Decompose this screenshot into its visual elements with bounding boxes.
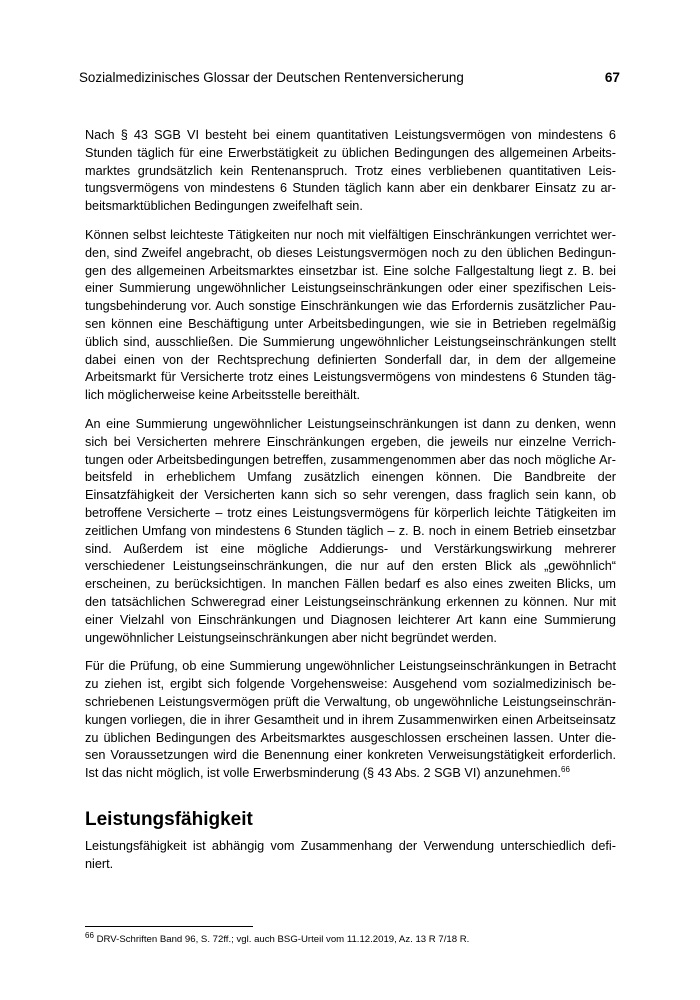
paragraph-4 [85, 658, 616, 783]
page-header [79, 70, 620, 85]
main-text [85, 127, 616, 884]
footnote [85, 930, 616, 946]
footnote-text: DRV-Schriften Band 96, S. 72ff.; vgl. auch BSG-Urteil vom 11.12.2019, Az. 13 R 7/18 R. [93, 934, 470, 945]
footnote-reference[interactable]: 66 [561, 764, 570, 774]
section-heading: Leistungsfähigkeit [85, 808, 253, 830]
paragraph-4-text: Für die Prüfung, ob eine Summierung ungewöhnlicher Leistungseinschränkungen in Betracht zu ziehen ist, ergibt sich folgende Vorgehensweise: Ausgehend vom sozialmedizinisch beschriebenen Leistungsvermögen prüft die Verwaltung, ob ungewöhnliche Leistungseinschränkungen vorliegen, die in ihrer Gesamtheit und in ihrem Zusammenwirken einen Arbeitseinsatz zu üblichen Bedingungen des Arbeitsmarktes ausgeschlossen erscheinen lassen. Unter diesen Voraussetzungen wird die Benennung einer konkreten Verweisungstätigkeit erforderlich. Ist das nicht möglich, ist volle Erwerbsminderung (§ 43 Abs. 2 SGB VI) anzunehmen. [85, 659, 616, 781]
running-title: Sozialmedizinisches Glossar der Deutschen Rentenversicherung [79, 70, 464, 85]
page-number: 67 [604, 70, 620, 85]
section-paragraph: Leistungsfähigkeit ist abhängig vom Zusammenhang der Verwendung unterschiedlich definiert. [85, 838, 616, 871]
paragraph-1: Nach § 43 SGB VI besteht bei einem quantitativen Leistungsvermögen von mindestens 6 Stunden täglich für eine Erwerbstätigkeit zu üblichen Bedingungen des allgemeinen Arbeitsmarktes grundsätzlich kein Rentenanspruch. Trotz eines verbliebenen quantitativen Leistungsvermögens von mindestens 6 Stunden täglich kann aber ein denkbarer Einsatz zu arbeitsmarktüblichen Bedingungen zweifelhaft sein. [85, 128, 616, 214]
paragraph-2: Können selbst leichteste Tätigkeiten nur noch mit vielfältigen Einschränkungen verrichtet werden, sind Zweifel angebracht, ob dieses Leistungsvermögen noch zu den üblichen Bedingungen des allgemeinen Arbeitsmarktes einsetzbar ist. Eine solche Fallgestaltung liegt z. B. bei einer Summierung ungewöhnlicher Leistungseinschränkungen oder einer spezifischen Leistungsbehinderung vor. Auch sonstige Einschränkungen wie das Erfordernis zusätzlicher Pausen können eine Beschäftigung unter Arbeitsbedingungen, wie sie in Betrieben regelmäßig üblich sind, ausschließen. Die Summierung ungewöhnlicher Leistungseinschränkungen stellt dabei einen von der Rechtsprechung definierten Sonderfall dar, in dem der allgemeine Arbeitsmarkt für Versicherte trotz eines Leistungsvermögens von mindestens 6 Stunden täglich möglicherweise keine Arbeitsstelle bereithält. [85, 227, 616, 403]
paragraph-3: An eine Summierung ungewöhnlicher Leistungseinschränkungen ist dann zu denken, wenn sich bei Versicherten mehrere Einschränkungen ergeben, die jeweils nur einzelne Verrichtungen oder Arbeitsbedingungen betreffen, zusammengenommen aber das noch mögliche Arbeitsfeld in erheblichem Umfang zusätzlich einengen können. Die Bandbreite der Einsatzfähigkeit der Versicherten kann sich so sehr verengen, dass fraglich sein kann, ob betroffene Versicherte – trotz eines Leistungsvermögens für körperlich leichte Tätigkeiten im zeitlichen Umfang von mindestens 6 Stunden täglich – z. B. noch in einem Betrieb einsetzbar sind. Außerdem ist eine mögliche Addierungs- und Verstärkungswirkung mehrerer verschiedener Leistungseinschränkungen, die nur auf den ersten Blick als „gewöhnlich“ erscheinen, zu berücksichtigen. In manchen Fällen bedarf es also eines zweiten Blicks, um den tatsächlichen Schweregrad einer Leistungseinschränkung erkennen zu können. Nur mit einer Vielzahl von Einschränkungen und Diagnosen leichterer Art kann eine Summierung ungewöhnlicher Leistungseinschränkungen aber nicht begründet werden. [85, 416, 616, 645]
footnote-marker: 66 [85, 930, 94, 940]
footnote-divider [85, 926, 253, 927]
